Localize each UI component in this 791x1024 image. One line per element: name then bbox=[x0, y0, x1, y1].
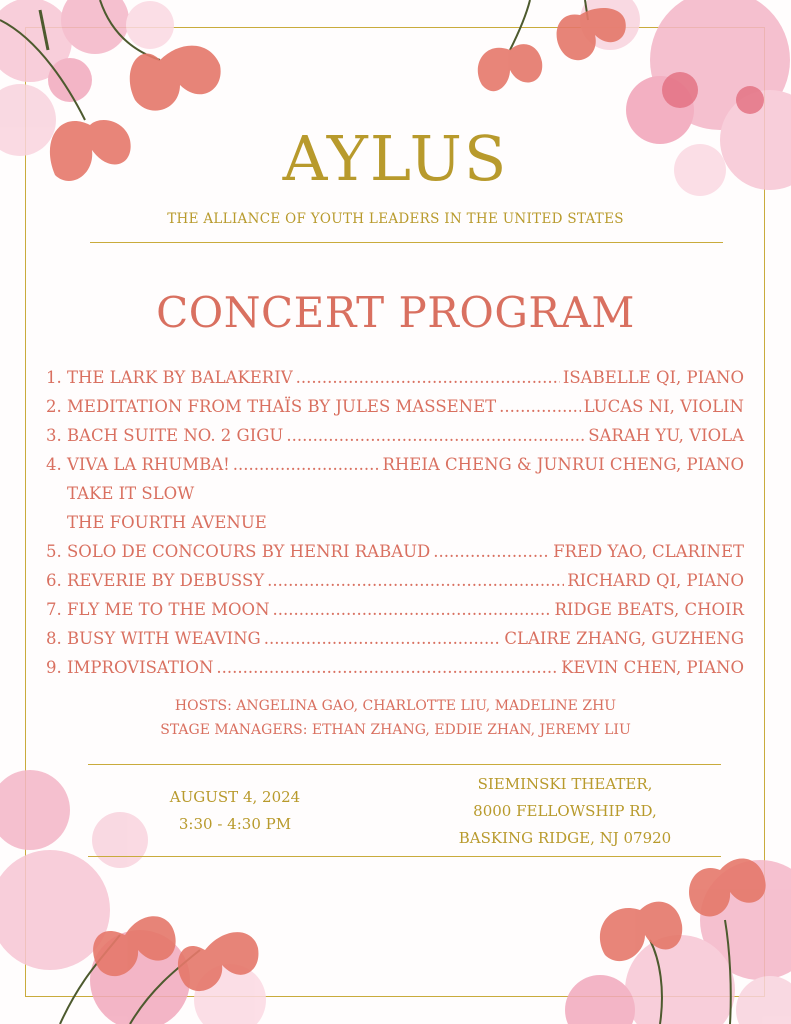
piece-title: MEDITATION FROM THAÏS BY JULES MASSENET bbox=[67, 397, 497, 416]
event-time: 3:30 - 4:30 PM bbox=[178, 815, 292, 833]
event-date-time bbox=[140, 784, 330, 838]
performer: FRED YAO, CLARINET bbox=[553, 542, 744, 561]
program-item-1 bbox=[46, 368, 744, 397]
program-list bbox=[46, 368, 744, 687]
program-heading: CONCERT PROGRAM bbox=[156, 288, 635, 337]
footer-divider-top bbox=[88, 764, 721, 765]
piece-title: REVERIE BY DEBUSSY bbox=[67, 571, 265, 590]
performer: RIDGE BEATS, CHOIR bbox=[554, 600, 744, 619]
dot-leader bbox=[296, 368, 560, 387]
venue-address-line2: BASKING RIDGE, NJ 07920 bbox=[458, 829, 672, 847]
organization-title: AYLUS bbox=[282, 122, 509, 195]
program-item-3 bbox=[46, 426, 744, 455]
organization-subtitle: THE ALLIANCE OF YOUTH LEADERS IN THE UNITED STATES bbox=[167, 211, 624, 227]
dot-leader bbox=[433, 542, 550, 561]
header-divider bbox=[90, 242, 723, 243]
dot-leader bbox=[264, 629, 502, 648]
program-item-4-extra-1 bbox=[46, 484, 744, 513]
piece-title: THE FOURTH AVENUE bbox=[67, 513, 267, 532]
program-item-4-extra-2 bbox=[46, 513, 744, 542]
dot-leader bbox=[216, 658, 558, 677]
piece-title: TAKE IT SLOW bbox=[67, 484, 195, 503]
performer: SARAH YU, VIOLA bbox=[588, 426, 744, 445]
venue-name: SIEMINSKI THEATER, bbox=[477, 775, 653, 793]
program-item-2 bbox=[46, 397, 744, 426]
performer: KEVIN CHEN, PIANO bbox=[561, 658, 744, 677]
stage-managers-line: STAGE MANAGERS: ETHAN ZHANG, EDDIE ZHAN, JEREMY LIU bbox=[160, 722, 631, 738]
program-item-8 bbox=[46, 629, 744, 658]
piece-title: THE LARK BY BALAKERIV bbox=[67, 368, 293, 387]
venue-address-line1: 8000 FELLOWSHIP RD, bbox=[473, 802, 657, 820]
performer: RHEIA CHENG & JUNRUI CHENG, PIANO bbox=[382, 455, 744, 474]
piece-title: SOLO DE CONCOURS BY HENRI RABAUD bbox=[67, 542, 431, 561]
dot-leader bbox=[499, 397, 580, 416]
program-item-9 bbox=[46, 658, 744, 687]
item-number: 9. bbox=[46, 658, 62, 677]
performer: CLAIRE ZHANG, GUZHENG bbox=[504, 629, 744, 648]
floral-corner-bottom-right bbox=[560, 840, 791, 1024]
floral-corner-top-right bbox=[470, 0, 791, 230]
dot-leader bbox=[267, 571, 564, 590]
item-number: 8. bbox=[46, 629, 62, 648]
event-venue bbox=[420, 771, 710, 852]
item-number: 3. bbox=[46, 426, 62, 445]
hosts-line: HOSTS: ANGELINA GAO, CHARLOTTE LIU, MADELINE ZHU bbox=[174, 698, 617, 714]
dot-leader bbox=[286, 426, 585, 445]
item-number: 4. bbox=[46, 455, 62, 474]
piece-title: IMPROVISATION bbox=[67, 658, 214, 677]
item-number: 7. bbox=[46, 600, 62, 619]
dot-leader bbox=[233, 455, 380, 474]
dot-leader bbox=[273, 600, 552, 619]
program-item-4 bbox=[46, 455, 744, 484]
item-number: 2. bbox=[46, 397, 62, 416]
piece-title: FLY ME TO THE MOON bbox=[67, 600, 270, 619]
performer: ISABELLE QI, PIANO bbox=[562, 368, 744, 387]
program-item-7 bbox=[46, 600, 744, 629]
performer: RICHARD QI, PIANO bbox=[567, 571, 744, 590]
event-date: AUGUST 4, 2024 bbox=[169, 788, 301, 806]
piece-title: BACH SUITE NO. 2 GIGU bbox=[67, 426, 284, 445]
piece-title: BUSY WITH WEAVING bbox=[67, 629, 261, 648]
item-number: 1. bbox=[46, 368, 62, 387]
item-number: 5. bbox=[46, 542, 62, 561]
piece-title: VIVA LA RHUMBA! bbox=[67, 455, 230, 474]
item-number: 6. bbox=[46, 571, 62, 590]
program-item-6 bbox=[46, 571, 744, 600]
performer: LUCAS NI, VIOLIN bbox=[583, 397, 744, 416]
footer-divider-bottom bbox=[88, 856, 721, 857]
program-item-5 bbox=[46, 542, 744, 571]
